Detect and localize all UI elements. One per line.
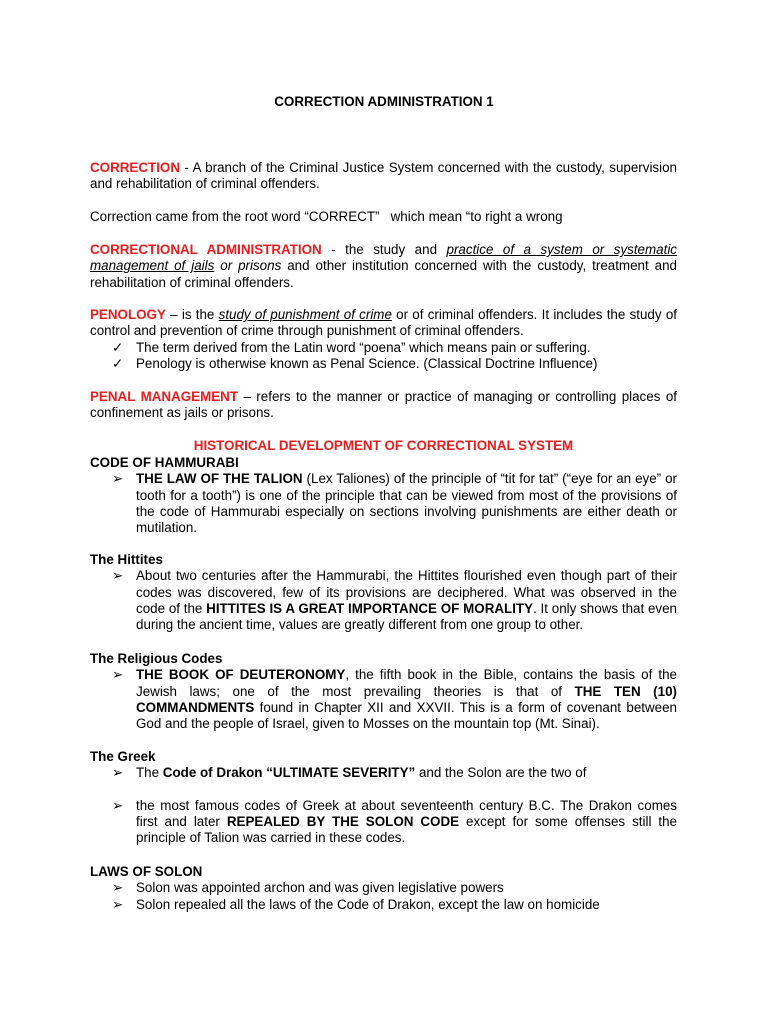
historical-heading: HISTORICAL DEVELOPMENT OF CORRECTIONAL SYSTEM bbox=[193, 438, 574, 453]
greek-text-4: except for some offenses still the principle of Talion was carried in these codes. bbox=[136, 813, 678, 846]
greek-text-3: the most famous codes of Greek at about seventeenth century B.C. The Drakon comes first and later bbox=[136, 797, 677, 829]
document-title: CORRECTION ADMINISTRATION 1 bbox=[274, 94, 494, 109]
solon-section bbox=[90, 864, 677, 913]
term-penal-management: PENAL MANAGEMENT bbox=[90, 389, 239, 404]
arrow-bullet-icon: ➢ bbox=[112, 667, 124, 683]
solon-heading: LAWS OF SOLON bbox=[90, 864, 203, 879]
arrow-bullet-icon: ➢ bbox=[112, 471, 124, 487]
hittites-text-1: About two centuries after the Hammurabi, the Hittites flourished even though part of their codes was discovered, few of its provisions are deciphered. What was observed in the code of the bbox=[136, 568, 677, 616]
religious-text-2: found in Chapter XII and XXVII. This is a form of covenant between God and the people of Israel, given to Mosses on the mountain top (Mt. Sinai). bbox=[136, 699, 677, 732]
hammurabi-heading: CODE OF HAMMURABI bbox=[90, 455, 239, 470]
hammurabi-section bbox=[90, 455, 677, 536]
penology-text-2: or of criminal offenders. It includes the study of control and prevention of crime through punishment of criminal offenders. bbox=[90, 307, 677, 339]
religious-list bbox=[90, 667, 677, 732]
penology-definition bbox=[90, 307, 677, 372]
talion-law: THE LAW OF THE TALION bbox=[136, 471, 303, 487]
hittites-text-2: . It only shows that even during the ancient time, values are greatly different from one group to other. bbox=[136, 600, 677, 633]
correctional-administration-definition bbox=[90, 242, 677, 291]
list-item bbox=[90, 471, 677, 536]
solon-item-text: Solon was appointed archon and was given legislative powers bbox=[136, 880, 504, 896]
ca-text-2: and other institution concerned with the custody, treatment and rehabilitation of criminal offenders. bbox=[90, 258, 677, 290]
hittites-heading: The Hittites bbox=[90, 552, 163, 567]
ca-emphasis-2: or prisons bbox=[214, 258, 282, 274]
penology-emphasis: study of punishment of crime bbox=[218, 307, 392, 322]
greek-section bbox=[90, 749, 677, 846]
hammurabi-text: (Lex Taliones) of the principle of “tit for tat” (“eye for an eye” or tooth for a tooth”) is one of the principle that can be viewed from most of the provisions of the code of Hammurabi especially on sections involving punishments are either death or mutilation. bbox=[136, 471, 677, 536]
list-item bbox=[90, 897, 677, 913]
hittites-emphasis: HITTITES IS A GREAT IMPORTANCE OF MORALITY bbox=[206, 600, 534, 616]
religious-text-1: , the fifth book in the Bible, contains the basis of the Jewish laws; one of the most prevailing theories is that of bbox=[136, 667, 677, 699]
check-text: Penology is otherwise known as Penal Science. (Classical Doctrine Influence) bbox=[136, 355, 598, 371]
greek-text-2: and the Solon are the two of bbox=[415, 765, 587, 781]
list-item bbox=[90, 880, 677, 896]
list-item bbox=[90, 568, 677, 633]
greek-heading: The Greek bbox=[90, 749, 156, 764]
religious-heading: The Religious Codes bbox=[90, 651, 223, 666]
checkmark-icon: ✓ bbox=[112, 355, 124, 371]
penology-text-1: – is the bbox=[165, 307, 219, 322]
religious-codes-section bbox=[90, 651, 677, 732]
term-correction: CORRECTION bbox=[90, 160, 181, 175]
ca-text-1: - the study and bbox=[321, 242, 447, 257]
penal-management-text: – refers to the manner or practice of managing or controlling places of confinement as jails or prisons. bbox=[90, 389, 677, 421]
solon-item-text: Solon repealed all the laws of the Code of Drakon, except the law on homicide bbox=[136, 896, 600, 912]
list-item bbox=[90, 340, 677, 356]
penal-management-definition bbox=[90, 389, 677, 422]
deuteronomy: THE BOOK OF DEUTERONOMY bbox=[136, 667, 346, 683]
arrow-bullet-icon: ➢ bbox=[112, 797, 124, 813]
hammurabi-list bbox=[90, 471, 677, 536]
list-item bbox=[90, 798, 677, 847]
root-word-line: Correction came from the root word “CORRECT” which mean “to right a wrong bbox=[90, 209, 563, 224]
correction-text: - A branch of the Criminal Justice System concerned with the custody, supervision and rehabilitation of criminal offenders. bbox=[90, 160, 677, 192]
check-text: The term derived from the Latin word “poena” which means pain or suffering. bbox=[136, 339, 591, 355]
term-penology: PENOLOGY bbox=[90, 307, 166, 322]
hittites-section bbox=[90, 552, 677, 633]
solon-list bbox=[90, 880, 677, 913]
greek-text-1: The bbox=[136, 765, 163, 781]
checkmark-icon: ✓ bbox=[112, 339, 124, 355]
ca-emphasis-1: practice of a system or systematic management of jails bbox=[90, 242, 677, 274]
arrow-bullet-icon: ➢ bbox=[112, 568, 124, 584]
greek-list bbox=[90, 765, 677, 846]
code-of-drakon: Code of Drakon “ULTIMATE SEVERITY” bbox=[162, 765, 416, 781]
correction-definition bbox=[90, 160, 677, 193]
list-item bbox=[90, 765, 677, 781]
solon-repeal: REPEALED BY THE SOLON CODE bbox=[226, 813, 460, 829]
arrow-bullet-icon: ➢ bbox=[112, 765, 124, 781]
arrow-bullet-icon: ➢ bbox=[112, 896, 124, 912]
term-correctional-administration: CORRECTIONAL ADMINISTRATION bbox=[90, 242, 322, 257]
list-item bbox=[90, 356, 677, 372]
penology-checklist bbox=[90, 340, 677, 373]
list-item bbox=[90, 667, 677, 732]
ten-commandments: THE TEN (10) COMMANDMENTS bbox=[136, 683, 677, 715]
hittites-list bbox=[90, 568, 677, 633]
arrow-bullet-icon: ➢ bbox=[112, 880, 124, 896]
